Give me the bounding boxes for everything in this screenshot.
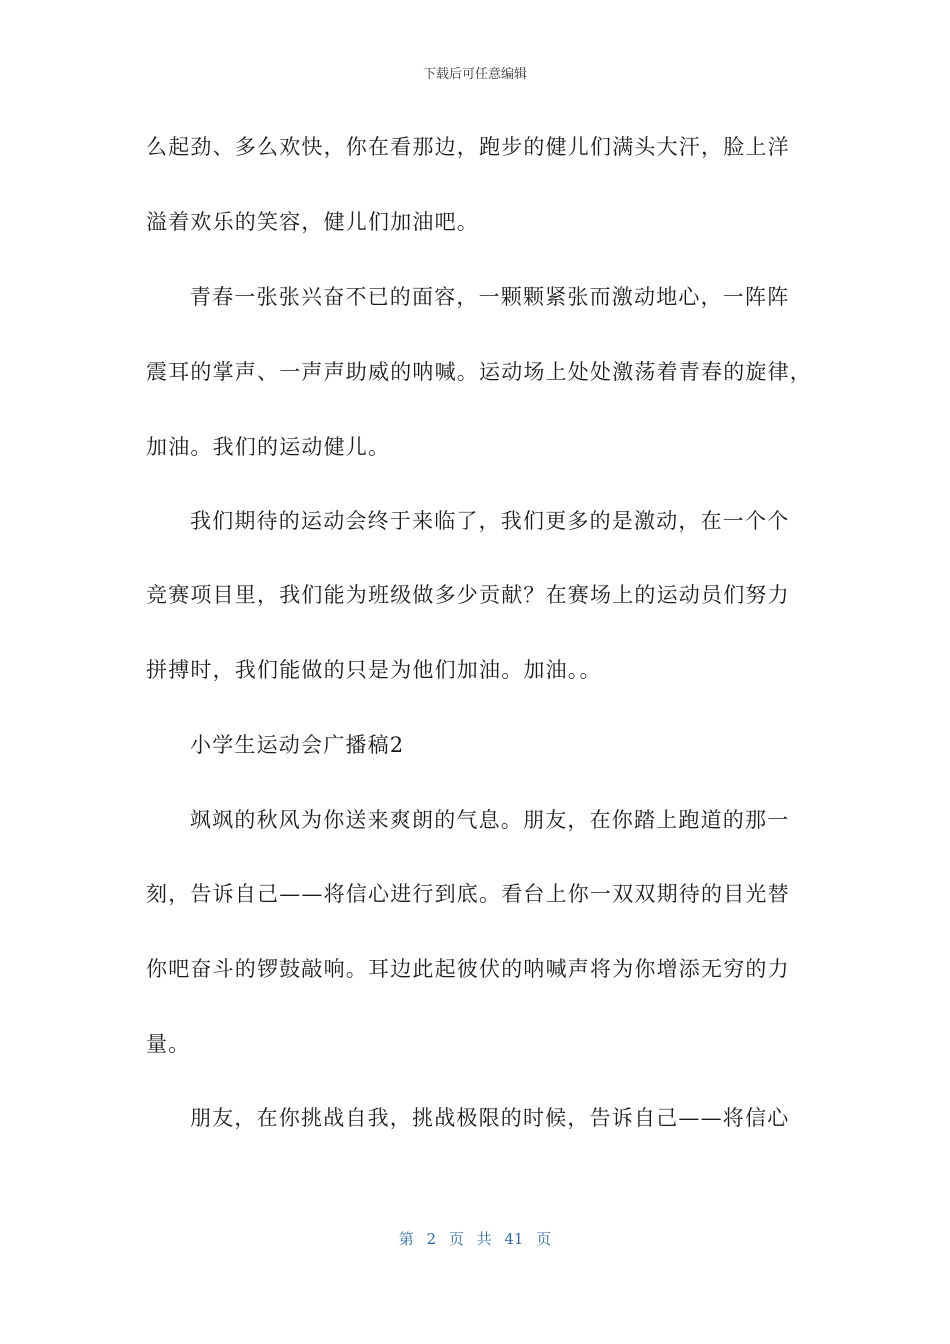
text-line: 溢着欢乐的笑容，健儿们加油吧。 <box>146 210 479 234</box>
paragraph-start-line: 朋友，在你挑战自我，挑战极限的时候，告诉自己——将信心 <box>190 1106 790 1130</box>
text-line: 拼搏时，我们能做的只是为他们加油。加油。。 <box>146 658 602 682</box>
text-line: 么起劲、多么欢快，你在看那边，跑步的健儿们满头大汗，脸上洋 <box>146 135 790 159</box>
text-line: 震耳的掌声、一声声助威的呐喊。运动场上处处激荡着青春的旋律， <box>146 360 812 384</box>
text-line: 竞赛项目里，我们能为班级做多少贡献？在赛场上的运动员们努力 <box>146 583 790 607</box>
text-line: 量。 <box>146 1032 191 1056</box>
page-header: 下载后可任意编辑 <box>422 67 527 82</box>
text-line: 刻，告诉自己——将信心进行到底。看台上你一双双期待的目光替 <box>146 882 790 906</box>
paragraph-start-line: 青春一张张兴奋不已的面容，一颗颗紧张而激动地心，一阵阵 <box>190 285 790 309</box>
text-line: 你吧奋斗的锣鼓敲响。耳边此起彼伏的呐喊声将为你增添无穷的力 <box>146 957 790 981</box>
paragraph-start-line: 飒飒的秋风为你送来爽朗的气息。朋友，在你踏上跑道的那一 <box>190 808 790 832</box>
text-line: 加油。我们的运动健儿。 <box>146 435 391 459</box>
section-title: 小学生运动会广播稿2 <box>190 733 405 757</box>
page-number: 第 2 页 共 41 页 <box>398 1230 552 1248</box>
paragraph-start-line: 我们期待的运动会终于来临了，我们更多的是激动，在一个个 <box>190 509 790 533</box>
